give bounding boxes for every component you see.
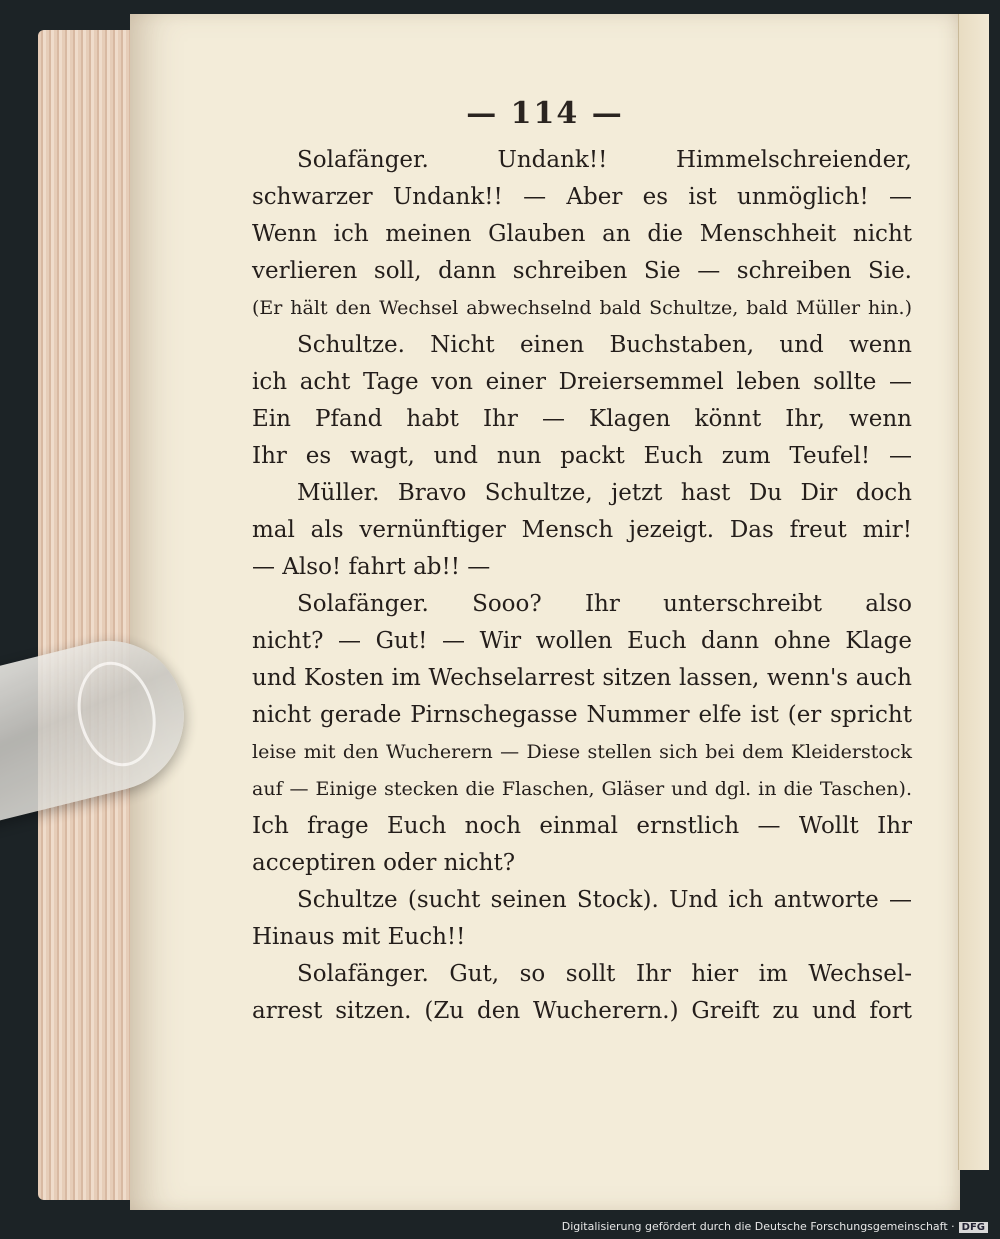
stage-direction: leise mit den Wucherern — Diese stellen sich bei dem Kleiderstock	[252, 741, 912, 763]
stage-direction: (Er hält den Wechsel abwechselnd bald Schultze, bald Müller hin.)	[252, 297, 912, 319]
text-line: nicht? — Gut! — Wir wollen Euch dann ohne Klage	[252, 628, 912, 654]
text-line: Hinaus mit Euch!!	[252, 924, 466, 950]
text-line: Ihr es wagt, und nun packt Euch zum Teufel! —	[252, 443, 912, 469]
text-line: Solafänger. Sooo? Ihr unterschreibt also	[297, 591, 912, 617]
digitization-credit	[562, 1220, 988, 1233]
text-line: Wenn ich meinen Glauben an die Menschheit nicht	[252, 221, 912, 247]
text-line: verlieren soll, dann schreiben Sie — schreiben Sie.	[252, 258, 912, 284]
text-line: mal als vernünftiger Mensch jezeigt. Das freut mir!	[252, 517, 912, 543]
text-line: Schultze. Nicht einen Buchstaben, und wenn	[297, 332, 912, 358]
text-line: Solafänger. Gut, so sollt Ihr hier im Wechsel-	[297, 961, 912, 987]
text-line: acceptiren oder nicht?	[252, 850, 516, 876]
thumbnail-icon	[67, 653, 166, 774]
page-number: — 114 —	[466, 96, 624, 131]
text-line: — Also! fahrt ab!! —	[252, 554, 491, 580]
text-line: nicht gerade Pirnschegasse Nummer elfe ist (er spricht	[252, 702, 912, 728]
next-page-edge	[958, 14, 989, 1170]
text-line: schwarzer Undank!! — Aber es ist unmöglich! —	[252, 184, 912, 210]
page-text	[252, 142, 912, 1030]
text-line: arrest sitzen. (Zu den Wucherern.) Greift zu und fort	[252, 998, 912, 1024]
text-line: Solafänger. Undank!! Himmelschreiender,	[297, 147, 912, 173]
text-line: Schultze (sucht seinen Stock). Und ich antworte —	[297, 887, 912, 913]
text-line: und Kosten im Wechselarrest sitzen lassen, wenn's auch	[252, 665, 912, 691]
dfg-logo: DFG	[959, 1222, 988, 1233]
text-line: ich acht Tage von einer Dreiersemmel leben sollte —	[252, 369, 912, 395]
text-line: Ein Pfand habt Ihr — Klagen könnt Ihr, wenn	[252, 406, 912, 432]
credit-text: Digitalisierung gefördert durch die Deutsche Forschungsgemeinschaft ·	[561, 1220, 955, 1233]
text-line: Ich frage Euch noch einmal ernstlich — Wollt Ihr	[252, 813, 912, 839]
stage-direction: auf — Einige stecken die Flaschen, Gläser und dgl. in die Taschen).	[252, 778, 912, 800]
text-line: Müller. Bravo Schultze, jetzt hast Du Dir doch	[297, 480, 912, 506]
